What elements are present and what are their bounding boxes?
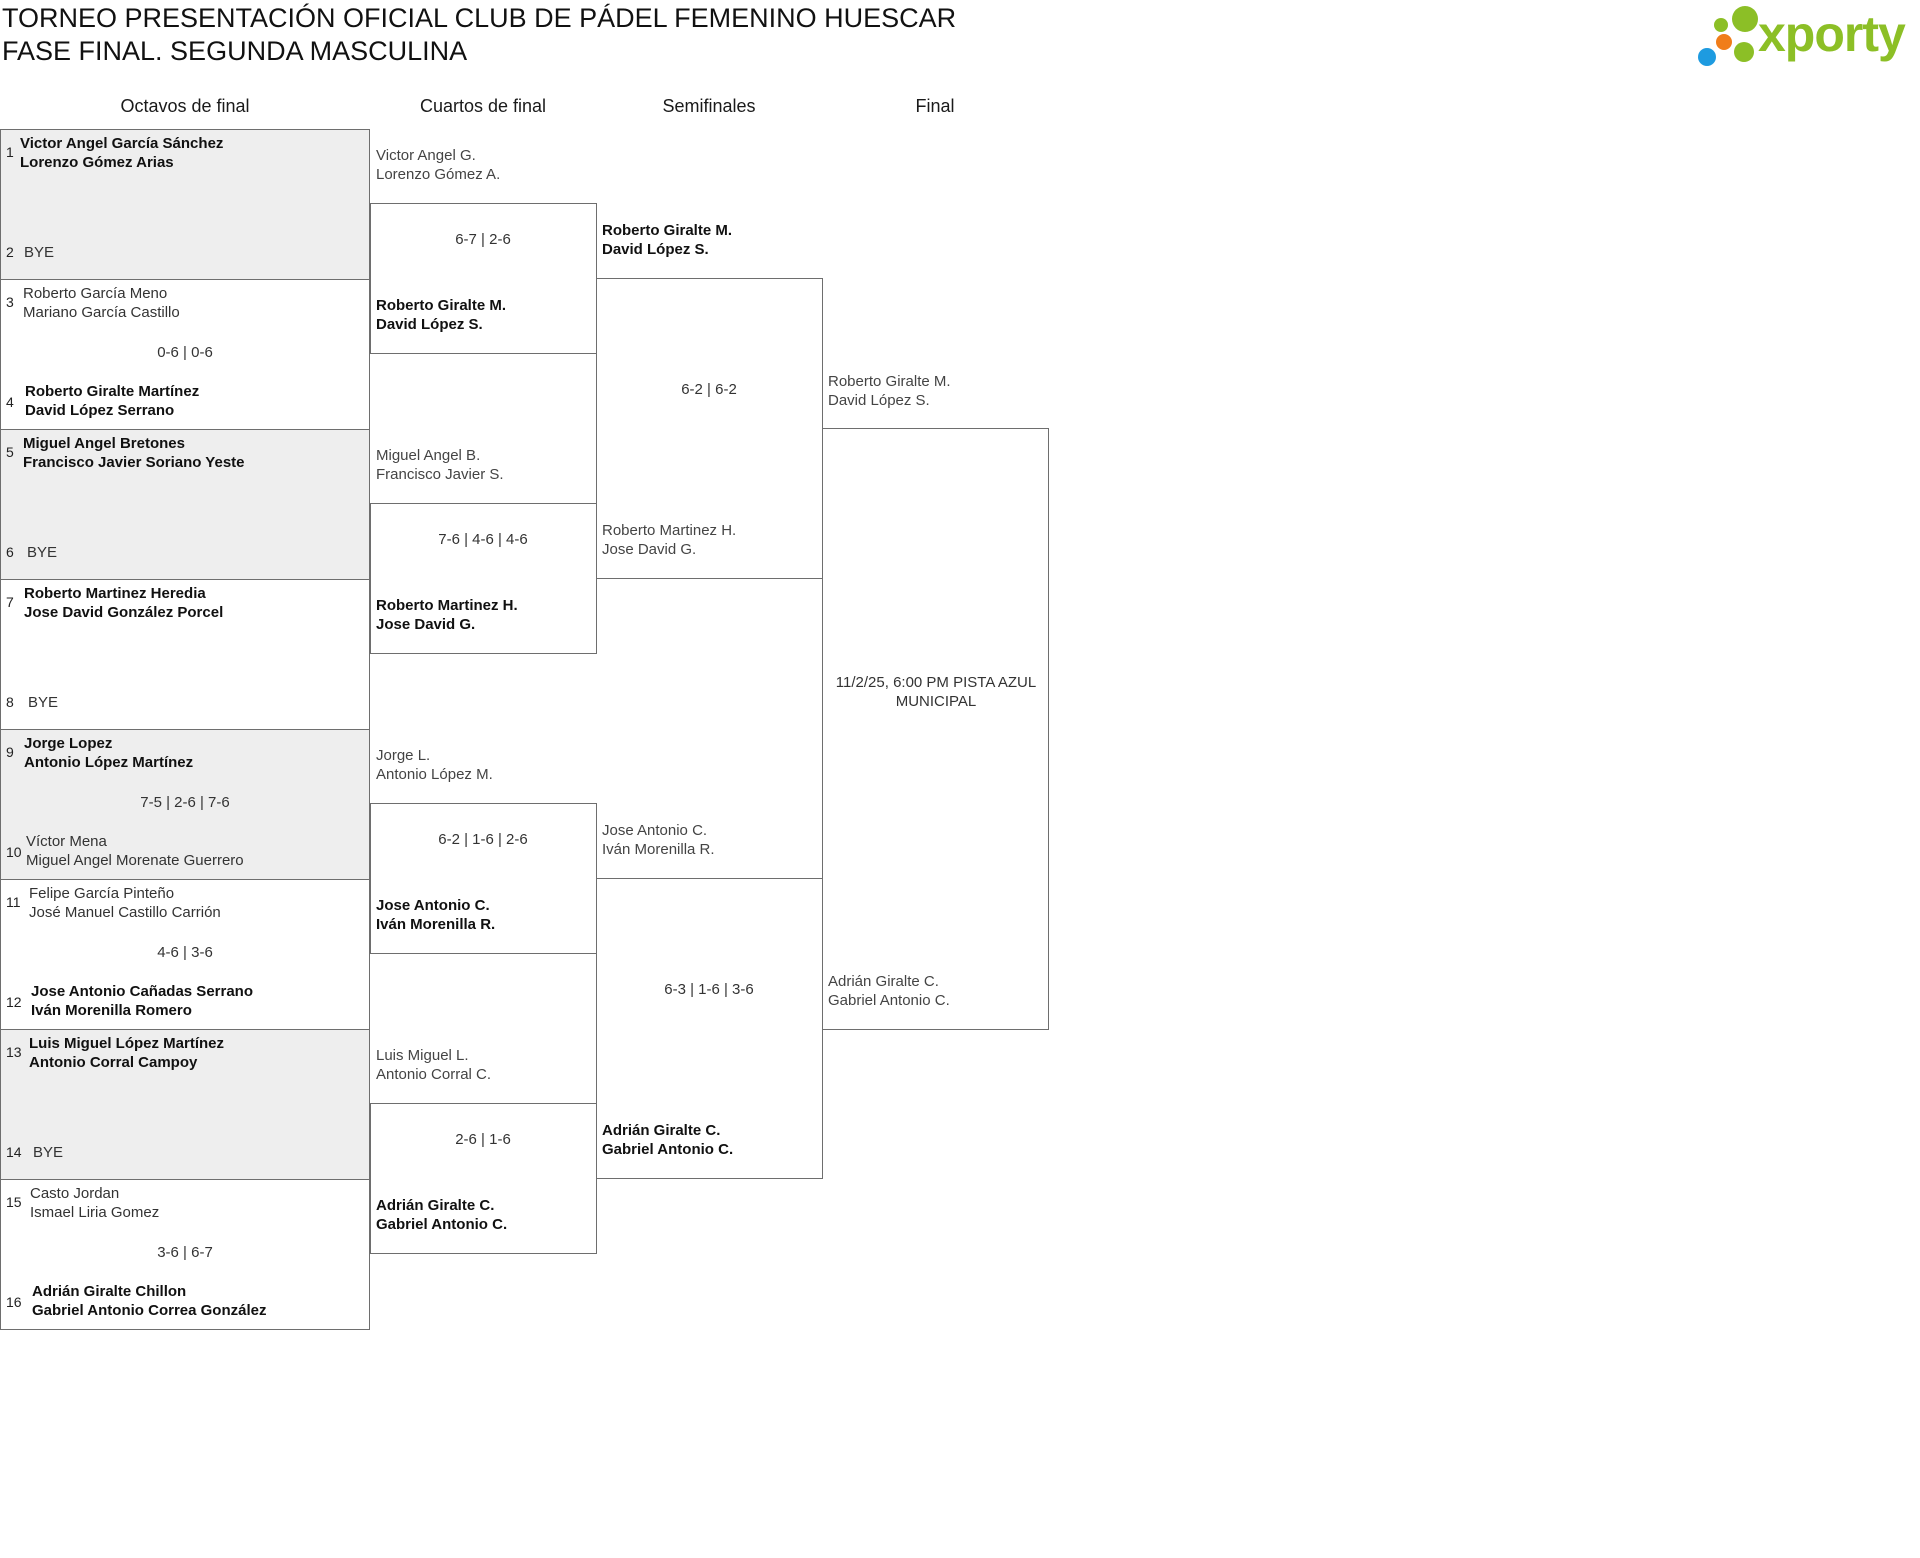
seed-number: 4 [6, 394, 14, 410]
r16-team-b [28, 693, 58, 712]
final-team-a [828, 372, 951, 410]
r16-team-a [20, 134, 223, 172]
r16-team-a [29, 884, 221, 922]
sf-team-a-player2: Iván Morenilla R. [602, 841, 715, 858]
sf-team-b-player1: Roberto Martinez H. [602, 522, 737, 539]
r16-team-a-player2: Lorenzo Gómez Arias [20, 154, 174, 171]
qf-team-b-player1: Roberto Giralte M. [376, 297, 507, 314]
r16-team-a-player2: Jose David González Porcel [24, 604, 224, 621]
r16-team-b-player2: David López Serrano [25, 402, 175, 419]
seed-number: 5 [6, 444, 14, 460]
r16-team-b-player1: Víctor Mena [26, 833, 107, 850]
sf-team-a-player1: Jose Antonio C. [602, 822, 708, 839]
r16-team-b [27, 543, 57, 562]
sf-team-a [602, 221, 732, 259]
r16-team-a-player1: Victor Angel García Sánchez [20, 135, 224, 152]
qf-team-b [376, 596, 518, 634]
match-score: 6-3 | 1-6 | 3-6 [664, 981, 754, 998]
seed-number: 1 [6, 144, 14, 160]
qf-team-b-player1: Jose Antonio C. [376, 897, 490, 914]
logo-dot-green-large [1732, 6, 1758, 32]
round-header-semifinales: Semifinales [662, 96, 756, 116]
r16-team-a-player2: Mariano García Castillo [23, 304, 180, 321]
final-team-a-player1: Roberto Giralte M. [828, 373, 951, 390]
qf-team-a [376, 1046, 491, 1084]
r16-team-a [30, 1184, 159, 1222]
sf-team-b-player2: Jose David G. [602, 541, 697, 558]
match-score: 0-6 | 0-6 [157, 344, 213, 361]
match-score: 2-6 | 1-6 [455, 1131, 511, 1148]
sf-team-b [602, 1121, 733, 1159]
match-score: 7-5 | 2-6 | 7-6 [140, 794, 230, 811]
logo-dot-green-bottom [1734, 42, 1754, 62]
r16-team-a-player2: Ismael Liria Gomez [30, 1204, 160, 1221]
seed-number: 11 [6, 894, 21, 910]
logo-dot-green-small [1714, 18, 1728, 32]
logo-text: xporty [1758, 6, 1905, 62]
match-score: 6-2 | 1-6 | 2-6 [438, 831, 528, 848]
qf-team-a-player2: Antonio Corral C. [376, 1066, 492, 1083]
qf-team-a-player1: Victor Angel G. [376, 147, 476, 164]
r16-team-a-player2: Antonio López Martínez [24, 754, 194, 771]
match-score: 6-7 | 2-6 [455, 231, 511, 248]
r16-team-a-player1: Casto Jordan [30, 1185, 120, 1202]
r16-team-a [24, 584, 223, 622]
seed-number: 14 [6, 1144, 22, 1160]
seed-number: 10 [6, 844, 22, 860]
sf-team-b [602, 521, 736, 559]
r16-team-a-player2: Antonio Corral Campoy [29, 1054, 198, 1071]
r16-team-a-player1: Jorge Lopez [24, 735, 113, 752]
qf-team-a-player1: Luis Miguel L. [376, 1047, 469, 1064]
r16-team-b-player1: Roberto Giralte Martínez [25, 383, 200, 400]
sf-team-a-player2: David López S. [602, 241, 709, 258]
r16-team-a [23, 434, 245, 472]
final-team-b-player1: Adrián Giralte C. [828, 973, 939, 990]
sf-team-b-player1: Adrián Giralte C. [602, 1122, 721, 1139]
r16-team-b [32, 1282, 266, 1320]
r16-team-a [29, 1034, 224, 1072]
seed-number: 3 [6, 294, 14, 310]
seed-number: 9 [6, 744, 14, 760]
seed-number: 15 [6, 1194, 22, 1210]
r16-team-b [26, 832, 244, 870]
r16-team-b-player2: Miguel Angel Morenate Guerrero [26, 852, 244, 869]
r16-team-b [24, 243, 54, 262]
qf-team-b-player1: Roberto Martinez H. [376, 597, 518, 614]
qf-team-a-player1: Jorge L. [376, 747, 431, 764]
qf-team-a [376, 746, 493, 784]
final-match-box[interactable] [822, 428, 1049, 1030]
r16-team-b [31, 982, 253, 1020]
tournament-title: TORNEO PRESENTACIÓN OFICIAL CLUB DE PÁDEL FEMENINO HUESCAR [2, 3, 957, 33]
r16-team-b-player2: Iván Morenilla Romero [31, 1002, 192, 1019]
phase-subtitle: FASE FINAL. SEGUNDA MASCULINA [2, 36, 468, 66]
qf-team-b-player2: Gabriel Antonio C. [376, 1216, 508, 1233]
r16-team-b-player1: BYE [33, 1144, 64, 1161]
qf-team-a-player2: Francisco Javier S. [376, 466, 504, 483]
qf-team-a [376, 146, 500, 184]
sf-team-a-player1: Roberto Giralte M. [602, 222, 733, 239]
seed-number: 7 [6, 594, 14, 610]
round-header-octavos: Octavos de final [120, 96, 250, 116]
qf-team-b [376, 1196, 507, 1234]
qf-team-b [376, 896, 495, 934]
final-team-a-player2: David López S. [828, 392, 930, 409]
seed-number: 2 [6, 244, 14, 260]
final-schedule-info: 11/2/25, 6:00 PM PISTA AZUL MUNICIPAL [835, 674, 1037, 710]
r16-team-a-player2: Francisco Javier Soriano Yeste [23, 454, 245, 471]
round-header-final: Final [915, 96, 955, 116]
r16-team-a-player1: Luis Miguel López Martínez [29, 1035, 225, 1052]
logo-dot-blue [1698, 48, 1716, 66]
r16-team-b-player1: Jose Antonio Cañadas Serrano [31, 983, 253, 1000]
round-header-cuartos: Cuartos de final [419, 96, 547, 116]
qf-team-a-player1: Miguel Angel B. [376, 447, 481, 464]
qf-team-b-player2: Jose David G. [376, 616, 476, 633]
r16-team-b-player1: Adrián Giralte Chillon [32, 1283, 187, 1300]
seed-number: 6 [6, 544, 14, 560]
seed-number: 12 [6, 994, 22, 1010]
final-team-b [828, 972, 950, 1010]
qf-team-b-player2: Iván Morenilla R. [376, 916, 496, 933]
r16-team-a [24, 734, 193, 772]
r16-team-a-player1: Felipe García Pinteño [29, 885, 175, 902]
seed-number: 13 [6, 1044, 22, 1060]
r16-team-b-player1: BYE [28, 694, 59, 711]
qf-team-a-player2: Antonio López M. [376, 766, 493, 783]
qf-team-b [376, 296, 506, 334]
r16-team-a-player2: José Manuel Castillo Carrión [29, 904, 221, 921]
sf-team-b-player2: Gabriel Antonio C. [602, 1141, 734, 1158]
r16-team-b-player2: Gabriel Antonio Correa González [32, 1302, 267, 1319]
match-score: 3-6 | 6-7 [157, 1244, 213, 1261]
r16-team-a-player1: Miguel Angel Bretones [23, 435, 185, 452]
sf-team-a [602, 821, 715, 859]
r16-team-a-player1: Roberto García Meno [23, 285, 168, 302]
qf-team-a-player2: Lorenzo Gómez A. [376, 166, 501, 183]
match-score: 4-6 | 3-6 [157, 944, 213, 961]
qf-team-a [376, 446, 504, 484]
r16-team-b [33, 1143, 63, 1162]
seed-number: 8 [6, 694, 14, 710]
r16-team-b-player1: BYE [27, 544, 58, 561]
seed-number: 16 [6, 1294, 22, 1310]
logo-dot-orange [1716, 34, 1732, 50]
r16-team-a [23, 284, 180, 322]
r16-team-b [25, 382, 199, 420]
qf-team-b-player1: Adrián Giralte C. [376, 1197, 495, 1214]
qf-team-b-player2: David López S. [376, 316, 483, 333]
r16-team-b-player1: BYE [24, 244, 55, 261]
r16-team-a-player1: Roberto Martinez Heredia [24, 585, 206, 602]
match-score: 7-6 | 4-6 | 4-6 [438, 531, 528, 548]
xporty-logo[interactable] [1696, 4, 1920, 68]
final-team-b-player2: Gabriel Antonio C. [828, 992, 950, 1009]
match-score: 6-2 | 6-2 [681, 381, 737, 398]
